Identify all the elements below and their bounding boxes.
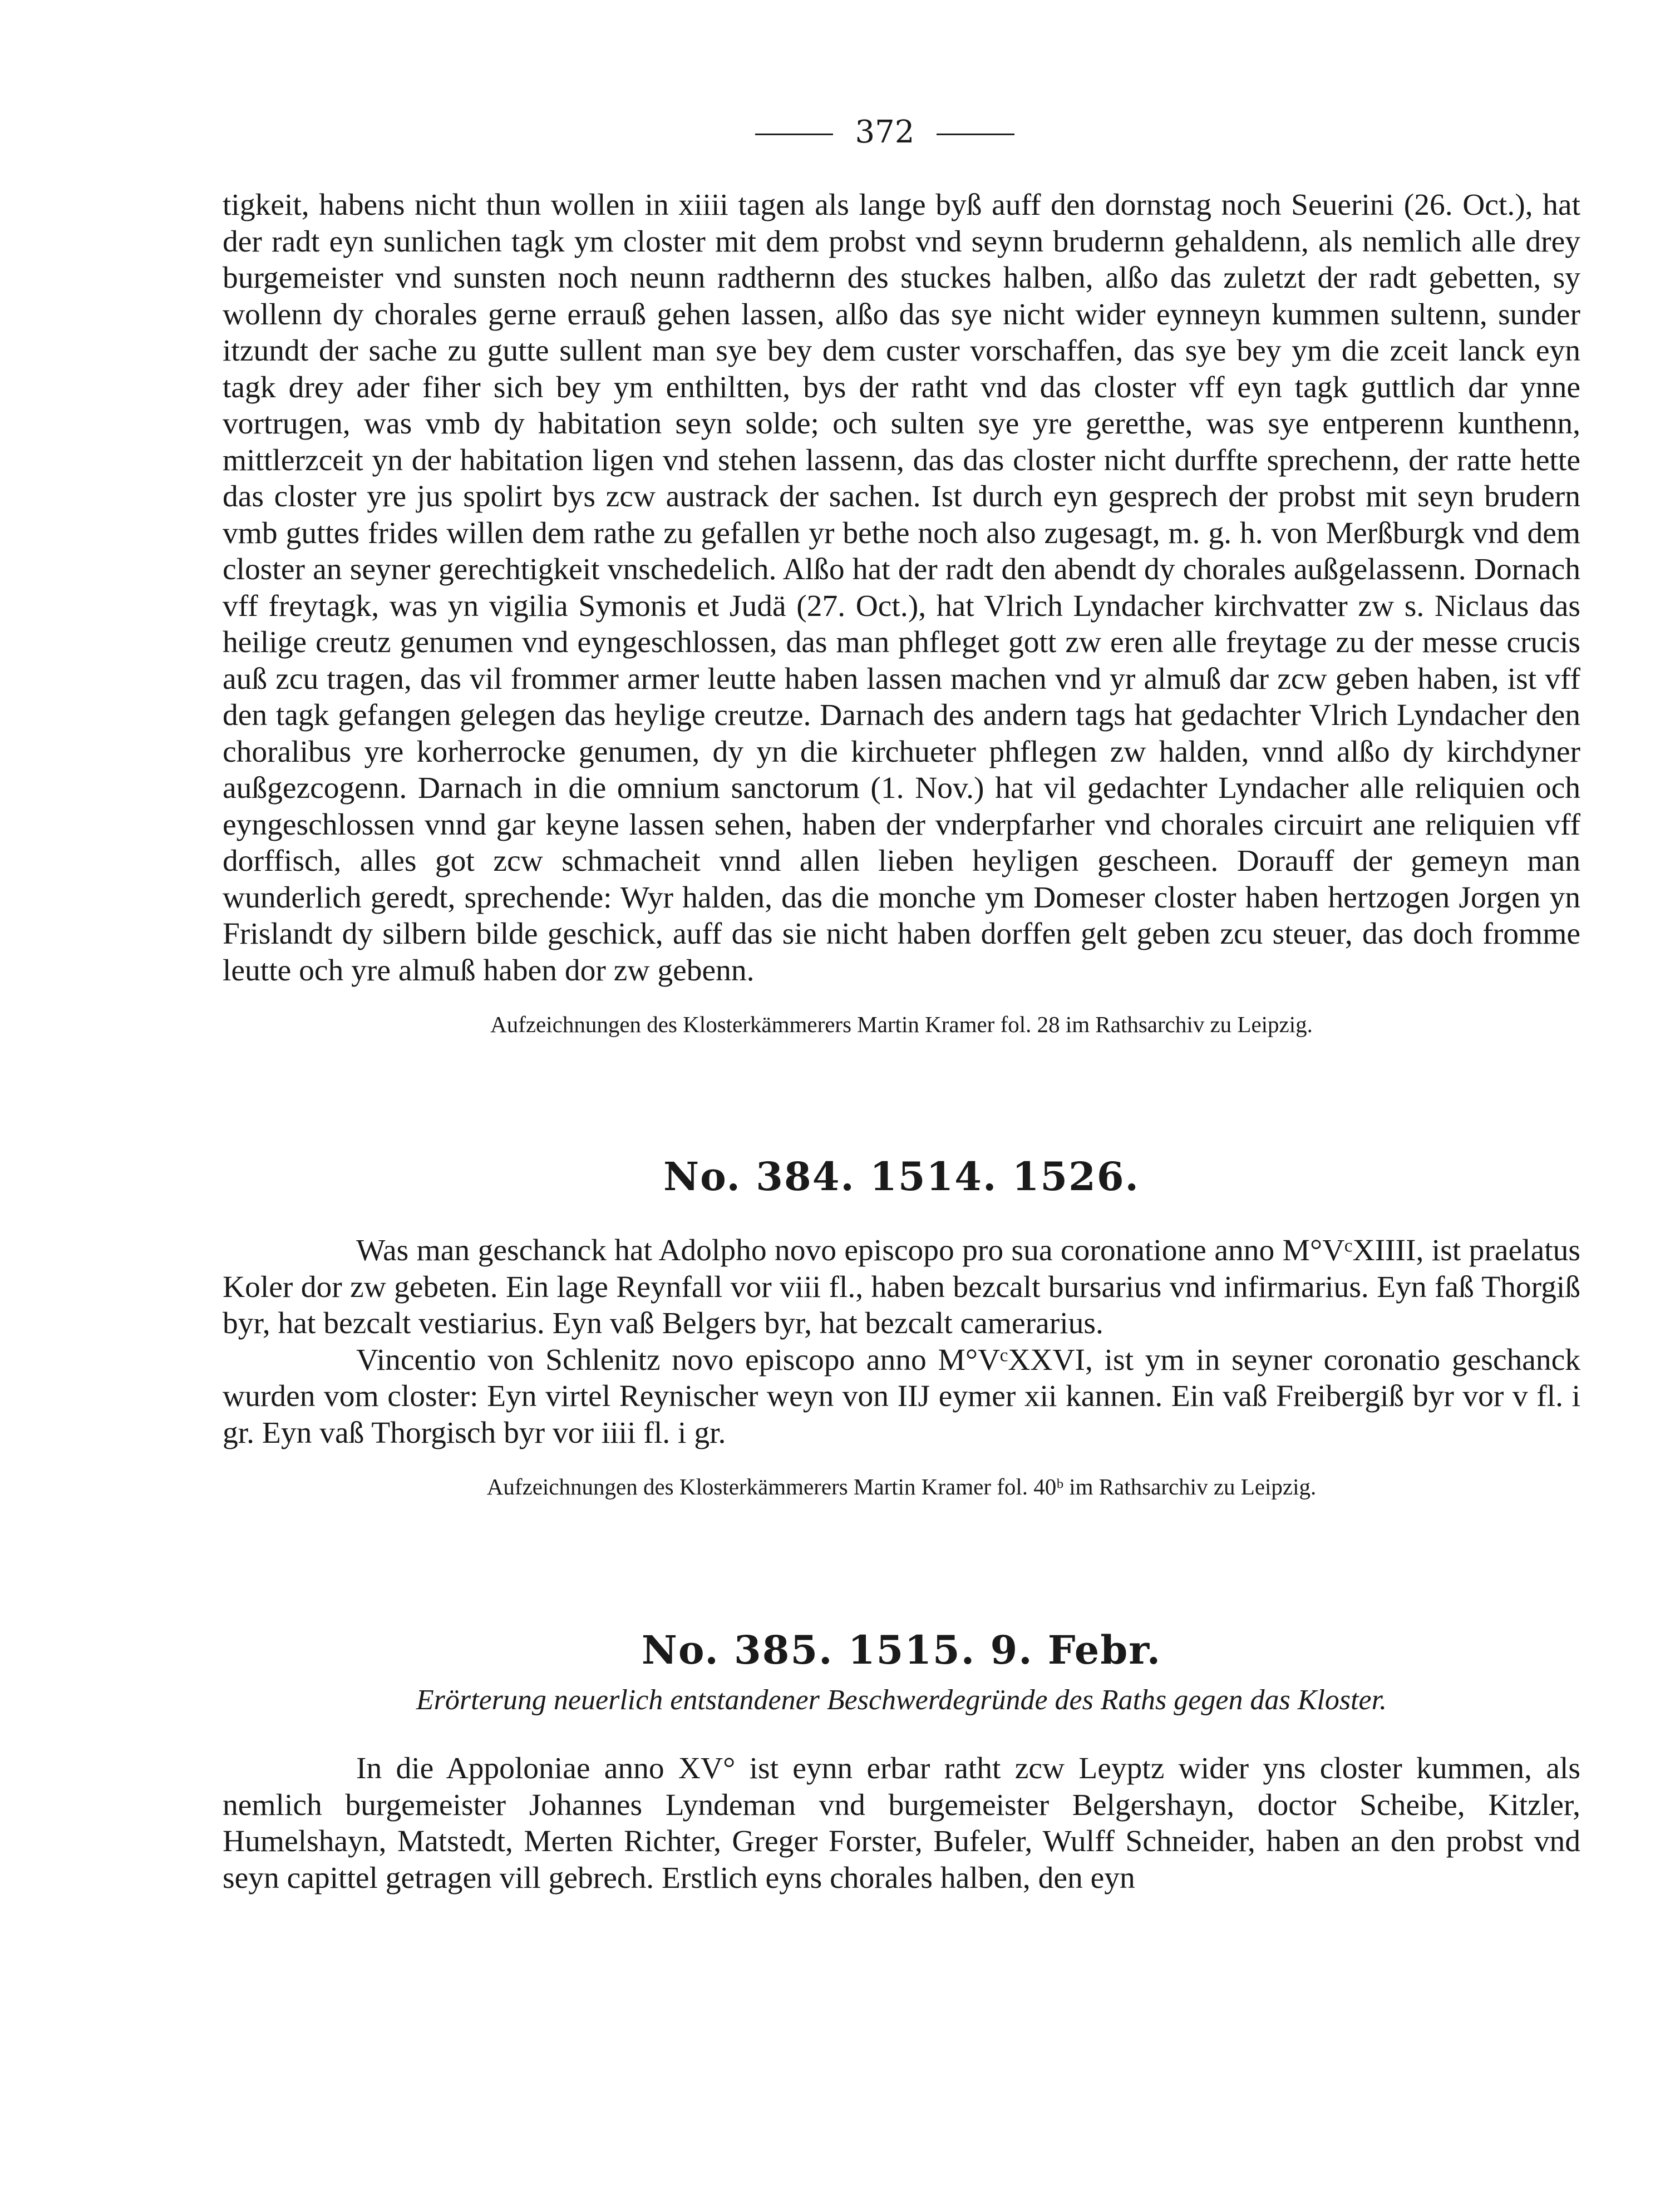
page-number: 372 xyxy=(855,114,915,150)
document-paragraph: Was man geschanck hat Adolpho novo episcopo pro sua coronatione anno M°VᶜXIIII, ist praelatus Koler dor zw gebeten. Ein lage Reynfall vor viii fl., haben bezcalt bursarius vnd infirmarius. Eyn faß Thorgiß byr, hat bezcalt vestiarius. Eyn vaß Belgers byr, hat bezcalt camerarius. xyxy=(223,1234,1580,1340)
source-note: Aufzeichnungen des Klosterkämmerers Martin Kramer fol. 40ᵇ im Rathsarchiv zu Leipzig. xyxy=(486,1474,1317,1499)
continuation-section xyxy=(223,187,1580,1038)
section-spacer xyxy=(223,1038,1580,1155)
section-spacer xyxy=(223,1500,1580,1628)
heading-spacer xyxy=(223,1199,1580,1232)
page-header xyxy=(390,114,1380,150)
document-subtitle: Erörterung neuerlich entstandener Beschwerdegründe des Raths gegen das Kloster. xyxy=(416,1684,1387,1716)
document-385 xyxy=(223,1628,1580,1896)
continuation-paragraph: tigkeit, habens nicht thun wollen in xiiii tagen als lange byß auff den dornstag noch Seuerini (26. Oct.), hat der radt eyn sunlichen tagk ym closter mit dem probst vnd seynn brudernn gehaldenn, als nemlich alle drey burgemeister vnd sunsten noch neunn radthernn des stuckes halben, alßo das zuletzt der radt gebetten, sy wollenn dy chorales gerne errauß gehen lassen, alßo das sye nicht wider eynneyn kummen sultenn, sunder itzundt der sache zu gutte sullent man sye bey dem custer vorschaffen, das sye bey ym die zceit lanck eyn tagk drey ader fiher sich bey ym enthiltten, bys der ratht vnd das closter vff eyn tagk guttlich dar ynne vortrugen, was vmb dy habitation seyn solde; och sulten sye yre geretthe, was sye entperenn kunthenn, mittlerzceit yn der habitation ligen vnd stehen lassenn, das das closter nicht durffte sprechenn, der ratte hette das closter yre jus spolirt bys zcw austrack der sachen. Ist durch eyn gesprech der probst mit seyn brudern vmb guttes frides willen dem rathe zu gefallen yr bethe noch also zugesagt, m. g. h. von Merßburgk vnd dem closter an seyner gerechtigkeit vnschedelich. Alßo hat der radt den abendt dy chorales außgelassenn. Dornach vff freytagk, was yn vigilia Symonis et Judä (27. Oct.), hat Vlrich Lyndacher kirchvatter zw s. Niclaus das heilige creutz genumen vnd eyngeschlossen, das man phfleget gott zw eren alle freytage zu der messe crucis auß zcu tragen, das vil frommer armer leutte haben lassen machen vnd yr almuß dar zcw geben haben, ist vff den tagk gefangen gelegen das heylige creutze. Darnach des andern tags hat gedachter Vlrich Lyndacher den choralibus yre korherrocke genumen, dy yn die kirchueter phflegen zw halden, vnnd alßo dy kirchdyner außgezcogenn. Darnach in die omnium sanctorum (1. Nov.) hat vil gedachter Lyndacher alle reliquien och eyngeschlossen vnnd gar keyne lassen sehen, haben der vnderpfarher vnd chorales circuirt ane reliquien vff dorffisch, alles got zcw schmacheit vnnd allen lieben heyligen gescheen. Dorauff der gemeyn man wunderlich geredt, sprechende: Wyr halden, das die monche ym Domeser closter haben hertzogen Jorgen yn Frislandt dy silbern bilde geschick, auff das sie nicht haben dorffen gelt geben zcu steuer, das doch fromme leutte och yre almuß haben dor zw gebenn. xyxy=(223,188,1580,988)
heading-spacer xyxy=(223,1717,1580,1750)
document-384 xyxy=(223,1155,1580,1500)
header-rule-left xyxy=(755,134,833,135)
source-note: Aufzeichnungen des Klosterkämmerers Martin Kramer fol. 28 im Rathsarchiv zu Leipzig. xyxy=(490,1012,1313,1037)
document-page xyxy=(223,114,1580,1896)
document-heading: No. 384. 1514. 1526. xyxy=(663,1153,1140,1200)
document-heading: No. 385. 1515. 9. Febr. xyxy=(641,1627,1162,1673)
document-paragraph: In die Appoloniae anno XV° ist eynn erbar ratht zcw Leyptz wider yns closter kummen, als nemlich burgemeister Johannes Lyndeman vnd burgemeister Belgershayn, doctor Scheibe, Kitzler, Humelshayn, Matstedt, Merten Richter, Greger Forster, Bufeler, Wulff Schneider, haben an den probst vnd seyn capittel getragen vill gebrech. Erstlich eyns chorales halben, den eyn xyxy=(223,1752,1580,1895)
document-paragraph: Vincentio von Schlenitz novo episcopo anno M°VᶜXXVI, ist ym in seyner coronatio geschanck wurden vom closter: Eyn virtel Reynischer weyn von IIJ eymer xii kannen. Ein vaß Freibergiß byr vor v fl. i gr. Eyn vaß Thorgisch byr vor iiii fl. i gr. xyxy=(223,1343,1580,1450)
header-rule-right xyxy=(937,134,1014,135)
